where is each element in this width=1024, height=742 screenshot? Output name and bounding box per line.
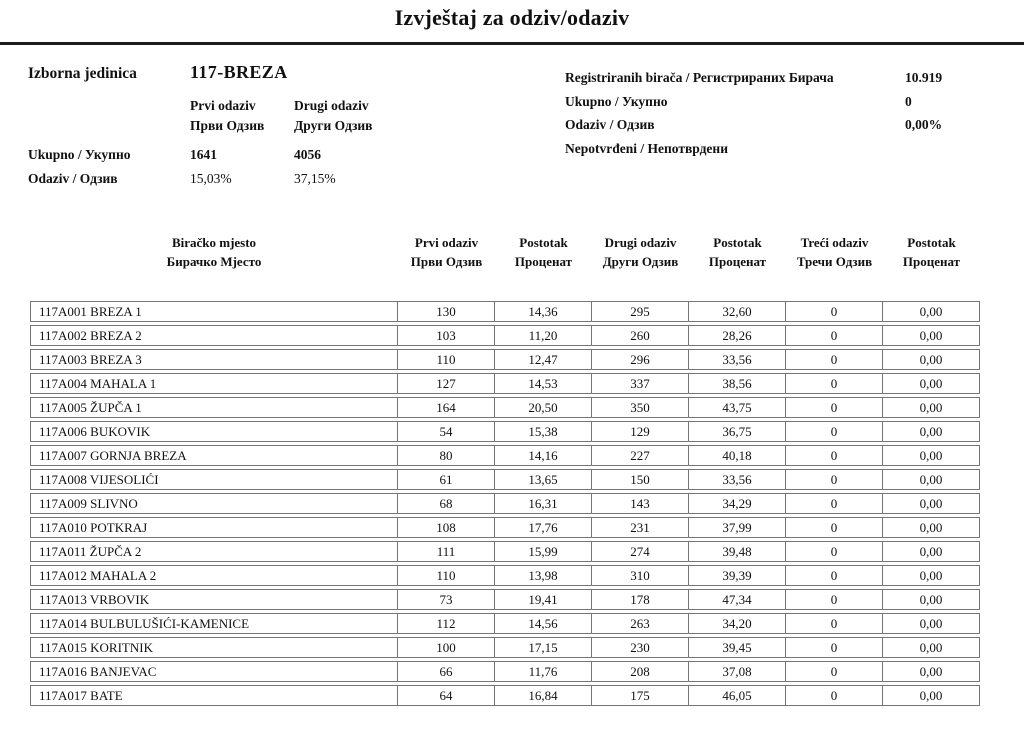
- cell-second-percent: 43,75: [688, 398, 785, 417]
- cell-third-percent: 0,00: [882, 518, 979, 537]
- first-response-column-header: [190, 96, 294, 143]
- cell-second-percent: 39,39: [688, 566, 785, 585]
- column-header-second-percent: [689, 233, 786, 271]
- cell-third-response: 0: [785, 398, 882, 417]
- first-percent-header-latin: Postotak: [519, 235, 568, 250]
- cell-polling-station: 117A005 ŽUPČA 1: [39, 399, 142, 415]
- cell-third-percent: 0,00: [882, 686, 979, 705]
- registered-voters-value: 10.919: [905, 70, 943, 85]
- cell-third-percent: 0,00: [882, 422, 979, 441]
- cell-second-percent: 39,45: [688, 638, 785, 657]
- column-header-second-response: [592, 233, 689, 271]
- unconfirmed-label: Nepotvrđeni / Непотврдени: [565, 140, 728, 156]
- cell-polling-station: 117A002 BREZA 2: [39, 327, 142, 343]
- second-percent-header-cyrillic: Проценат: [708, 254, 767, 269]
- cell-third-percent: 0,00: [882, 302, 979, 321]
- table-header-row: [30, 233, 980, 271]
- cell-second-percent: 37,99: [688, 518, 785, 537]
- cell-third-percent: 0,00: [882, 662, 979, 681]
- third-percent-header-cyrillic: Проценат: [902, 254, 961, 269]
- cell-third-percent: 0,00: [882, 446, 979, 465]
- second-response-header-cyrillic: Други Одзив: [602, 254, 679, 269]
- cell-second-percent: 32,60: [688, 302, 785, 321]
- table-row: [30, 301, 980, 322]
- cell-third-percent: 0,00: [882, 566, 979, 585]
- cell-third-percent: 0,00: [882, 614, 979, 633]
- cell-third-percent: 0,00: [882, 350, 979, 369]
- cell-third-response: 0: [785, 542, 882, 561]
- cell-first-percent: 17,15: [494, 638, 591, 657]
- cell-second-response: 260: [591, 326, 688, 345]
- cell-first-percent: 16,31: [494, 494, 591, 513]
- cell-second-response: 227: [591, 446, 688, 465]
- cell-second-response: 263: [591, 614, 688, 633]
- cell-third-response: 0: [785, 470, 882, 489]
- cell-polling-station: 117A010 POTKRAJ: [39, 519, 148, 535]
- table-row: [30, 421, 980, 442]
- first-response-header-cyrillic: Први Одзив: [410, 254, 483, 269]
- cell-third-percent: 0,00: [882, 590, 979, 609]
- cell-first-response: 164: [397, 398, 494, 417]
- cell-first-response: 68: [397, 494, 494, 513]
- cell-first-percent: 15,99: [494, 542, 591, 561]
- cell-third-percent: 0,00: [882, 470, 979, 489]
- cell-third-percent: 0,00: [882, 494, 979, 513]
- summary-section: [0, 45, 1024, 191]
- cell-polling-station: 117A011 ŽUPČA 2: [39, 543, 142, 559]
- cell-third-response: 0: [785, 350, 882, 369]
- cell-third-response: 0: [785, 614, 882, 633]
- cell-third-percent: 0,00: [882, 398, 979, 417]
- first-response-latin: Prvi odaziv: [190, 98, 256, 113]
- cell-polling-station: 117A007 GORNJA BREZA: [39, 447, 187, 463]
- cell-second-percent: 36,75: [688, 422, 785, 441]
- cell-first-percent: 12,47: [494, 350, 591, 369]
- total-label: Ukupno / Укупно: [565, 93, 668, 109]
- unconfirmed-row: [565, 137, 996, 161]
- cell-polling-station: 117A016 BANJEVAC: [39, 663, 157, 679]
- cell-first-response: 127: [397, 374, 494, 393]
- cell-first-percent: 19,41: [494, 590, 591, 609]
- results-table: [30, 233, 980, 706]
- table-row: [30, 541, 980, 562]
- cell-third-percent: 0,00: [882, 374, 979, 393]
- cell-first-response: 130: [397, 302, 494, 321]
- turnout-value: 0,00%: [905, 117, 943, 132]
- cell-polling-station: 117A006 BUKOVIK: [39, 423, 151, 439]
- cell-second-percent: 39,48: [688, 542, 785, 561]
- electoral-unit-row: [28, 62, 533, 83]
- cell-polling-station: 117A003 BREZA 3: [39, 351, 142, 367]
- cell-polling-station: 117A009 SLIVNO: [39, 495, 138, 511]
- cell-polling-station: 117A015 KORITNIK: [39, 639, 153, 655]
- third-response-header-cyrillic: Тречи Одзив: [796, 254, 873, 269]
- cell-third-percent: 0,00: [882, 542, 979, 561]
- table-row: [30, 685, 980, 706]
- table-row: [30, 445, 980, 466]
- cell-second-response: 350: [591, 398, 688, 417]
- registered-voters-row: [565, 66, 996, 90]
- cell-second-response: 175: [591, 686, 688, 705]
- cell-first-response: 103: [397, 326, 494, 345]
- turnout-first-value: 15,03%: [190, 171, 232, 186]
- cell-first-percent: 14,56: [494, 614, 591, 633]
- cell-second-response: 178: [591, 590, 688, 609]
- cell-first-response: 108: [397, 518, 494, 537]
- cell-first-percent: 20,50: [494, 398, 591, 417]
- table-row: [30, 517, 980, 538]
- cell-third-response: 0: [785, 662, 882, 681]
- spacer-cell: [28, 96, 190, 143]
- table-row: [30, 469, 980, 490]
- cell-first-percent: 11,76: [494, 662, 591, 681]
- electoral-unit-value: 117-BREZA: [190, 62, 288, 82]
- registered-voters-label: Registriranih birača / Регистрираних Бирача: [565, 70, 834, 85]
- third-percent-header-latin: Postotak: [907, 235, 956, 250]
- cell-first-response: 73: [397, 590, 494, 609]
- cell-second-response: 231: [591, 518, 688, 537]
- cell-first-response: 64: [397, 686, 494, 705]
- cell-third-response: 0: [785, 302, 882, 321]
- cell-third-response: 0: [785, 566, 882, 585]
- polling-station-header-cyrillic: Бирачко Мјесто: [166, 254, 262, 269]
- page-title: Izvještaj za odziv/odaziv: [394, 5, 630, 30]
- total-second-value: 4056: [294, 147, 321, 162]
- cell-second-response: 296: [591, 350, 688, 369]
- cell-first-response: 112: [397, 614, 494, 633]
- column-header-first-response: [398, 233, 495, 271]
- first-response-header-latin: Prvi odaziv: [414, 235, 479, 250]
- cell-polling-station: 117A017 BATE: [39, 687, 123, 703]
- cell-first-percent: 17,76: [494, 518, 591, 537]
- cell-second-response: 274: [591, 542, 688, 561]
- cell-first-response: 66: [397, 662, 494, 681]
- total-first-value: 1641: [190, 147, 217, 162]
- cell-first-response: 111: [397, 542, 494, 561]
- second-percent-header-latin: Postotak: [713, 235, 762, 250]
- column-header-first-percent: [495, 233, 592, 271]
- first-percent-header-cyrillic: Проценат: [514, 254, 573, 269]
- cell-polling-station: 117A001 BREZA 1: [39, 303, 142, 319]
- cell-polling-station: 117A013 VRBOVIK: [39, 591, 150, 607]
- cell-second-response: 208: [591, 662, 688, 681]
- cell-polling-station: 117A012 MAHALA 2: [39, 567, 157, 583]
- summary-left-grid: [28, 96, 533, 191]
- total-row: [565, 90, 996, 114]
- table-row: [30, 325, 980, 346]
- cell-first-percent: 14,53: [494, 374, 591, 393]
- cell-second-percent: 38,56: [688, 374, 785, 393]
- summary-right-block: [533, 62, 996, 191]
- third-response-header-latin: Treći odaziv: [800, 235, 869, 250]
- total-value: 0: [905, 93, 912, 109]
- cell-second-percent: 46,05: [688, 686, 785, 705]
- cell-first-percent: 11,20: [494, 326, 591, 345]
- cell-first-percent: 15,38: [494, 422, 591, 441]
- cell-second-response: 129: [591, 422, 688, 441]
- cell-second-response: 337: [591, 374, 688, 393]
- turnout-row-label: Odaziv / Одзив: [28, 171, 118, 186]
- cell-third-response: 0: [785, 374, 882, 393]
- cell-third-response: 0: [785, 518, 882, 537]
- table-row: [30, 613, 980, 634]
- cell-second-response: 230: [591, 638, 688, 657]
- table-row: [30, 397, 980, 418]
- electoral-unit-label: Izborna jedinica: [28, 65, 137, 82]
- cell-second-percent: 33,56: [688, 470, 785, 489]
- column-header-polling-station: [30, 233, 398, 271]
- turnout-second-value: 37,15%: [294, 171, 336, 186]
- cell-first-response: 61: [397, 470, 494, 489]
- column-header-third-percent: [883, 233, 980, 271]
- cell-second-percent: 34,29: [688, 494, 785, 513]
- second-response-header-latin: Drugi odaziv: [604, 235, 677, 250]
- cell-first-response: 110: [397, 566, 494, 585]
- cell-second-response: 310: [591, 566, 688, 585]
- table-row: [30, 637, 980, 658]
- column-header-third-response: [786, 233, 883, 271]
- cell-third-percent: 0,00: [882, 326, 979, 345]
- cell-third-percent: 0,00: [882, 638, 979, 657]
- first-response-cyrillic: Први Одзив: [190, 118, 265, 133]
- polling-station-header-latin: Biračko mjesto: [171, 235, 257, 250]
- summary-left-block: [28, 62, 533, 191]
- second-response-column-header: [294, 96, 444, 143]
- cell-third-response: 0: [785, 446, 882, 465]
- cell-polling-station: 117A004 MAHALA 1: [39, 375, 157, 391]
- table-row: [30, 565, 980, 586]
- cell-third-response: 0: [785, 494, 882, 513]
- cell-third-response: 0: [785, 590, 882, 609]
- turnout-label: Odaziv / Одзив: [565, 117, 655, 132]
- cell-second-percent: 40,18: [688, 446, 785, 465]
- cell-third-response: 0: [785, 326, 882, 345]
- cell-first-percent: 14,16: [494, 446, 591, 465]
- cell-third-response: 0: [785, 638, 882, 657]
- cell-first-percent: 14,36: [494, 302, 591, 321]
- cell-second-percent: 34,20: [688, 614, 785, 633]
- cell-first-response: 110: [397, 350, 494, 369]
- cell-first-response: 100: [397, 638, 494, 657]
- cell-second-response: 150: [591, 470, 688, 489]
- cell-first-percent: 13,65: [494, 470, 591, 489]
- cell-second-response: 143: [591, 494, 688, 513]
- cell-first-response: 80: [397, 446, 494, 465]
- cell-second-percent: 37,08: [688, 662, 785, 681]
- cell-second-response: 295: [591, 302, 688, 321]
- table-row: [30, 661, 980, 682]
- cell-polling-station: 117A008 VIJESOLIĆI: [39, 471, 159, 487]
- table-row: [30, 373, 980, 394]
- unconfirmed-value: [905, 137, 996, 161]
- cell-third-response: 0: [785, 422, 882, 441]
- second-response-cyrillic: Други Одзив: [294, 118, 373, 133]
- cell-second-percent: 33,56: [688, 350, 785, 369]
- cell-second-percent: 28,26: [688, 326, 785, 345]
- table-row: [30, 349, 980, 370]
- cell-first-percent: 16,84: [494, 686, 591, 705]
- table-body: [30, 301, 980, 706]
- table-row: [30, 493, 980, 514]
- table-row: [30, 589, 980, 610]
- cell-first-response: 54: [397, 422, 494, 441]
- second-response-latin: Drugi odaziv: [294, 98, 369, 113]
- total-row-label: Ukupno / Укупно: [28, 147, 131, 162]
- cell-first-percent: 13,98: [494, 566, 591, 585]
- cell-third-response: 0: [785, 686, 882, 705]
- cell-polling-station: 117A014 BULBULUŠIĆI-KAMENICE: [39, 615, 250, 631]
- turnout-row: [565, 113, 996, 137]
- cell-second-percent: 47,34: [688, 590, 785, 609]
